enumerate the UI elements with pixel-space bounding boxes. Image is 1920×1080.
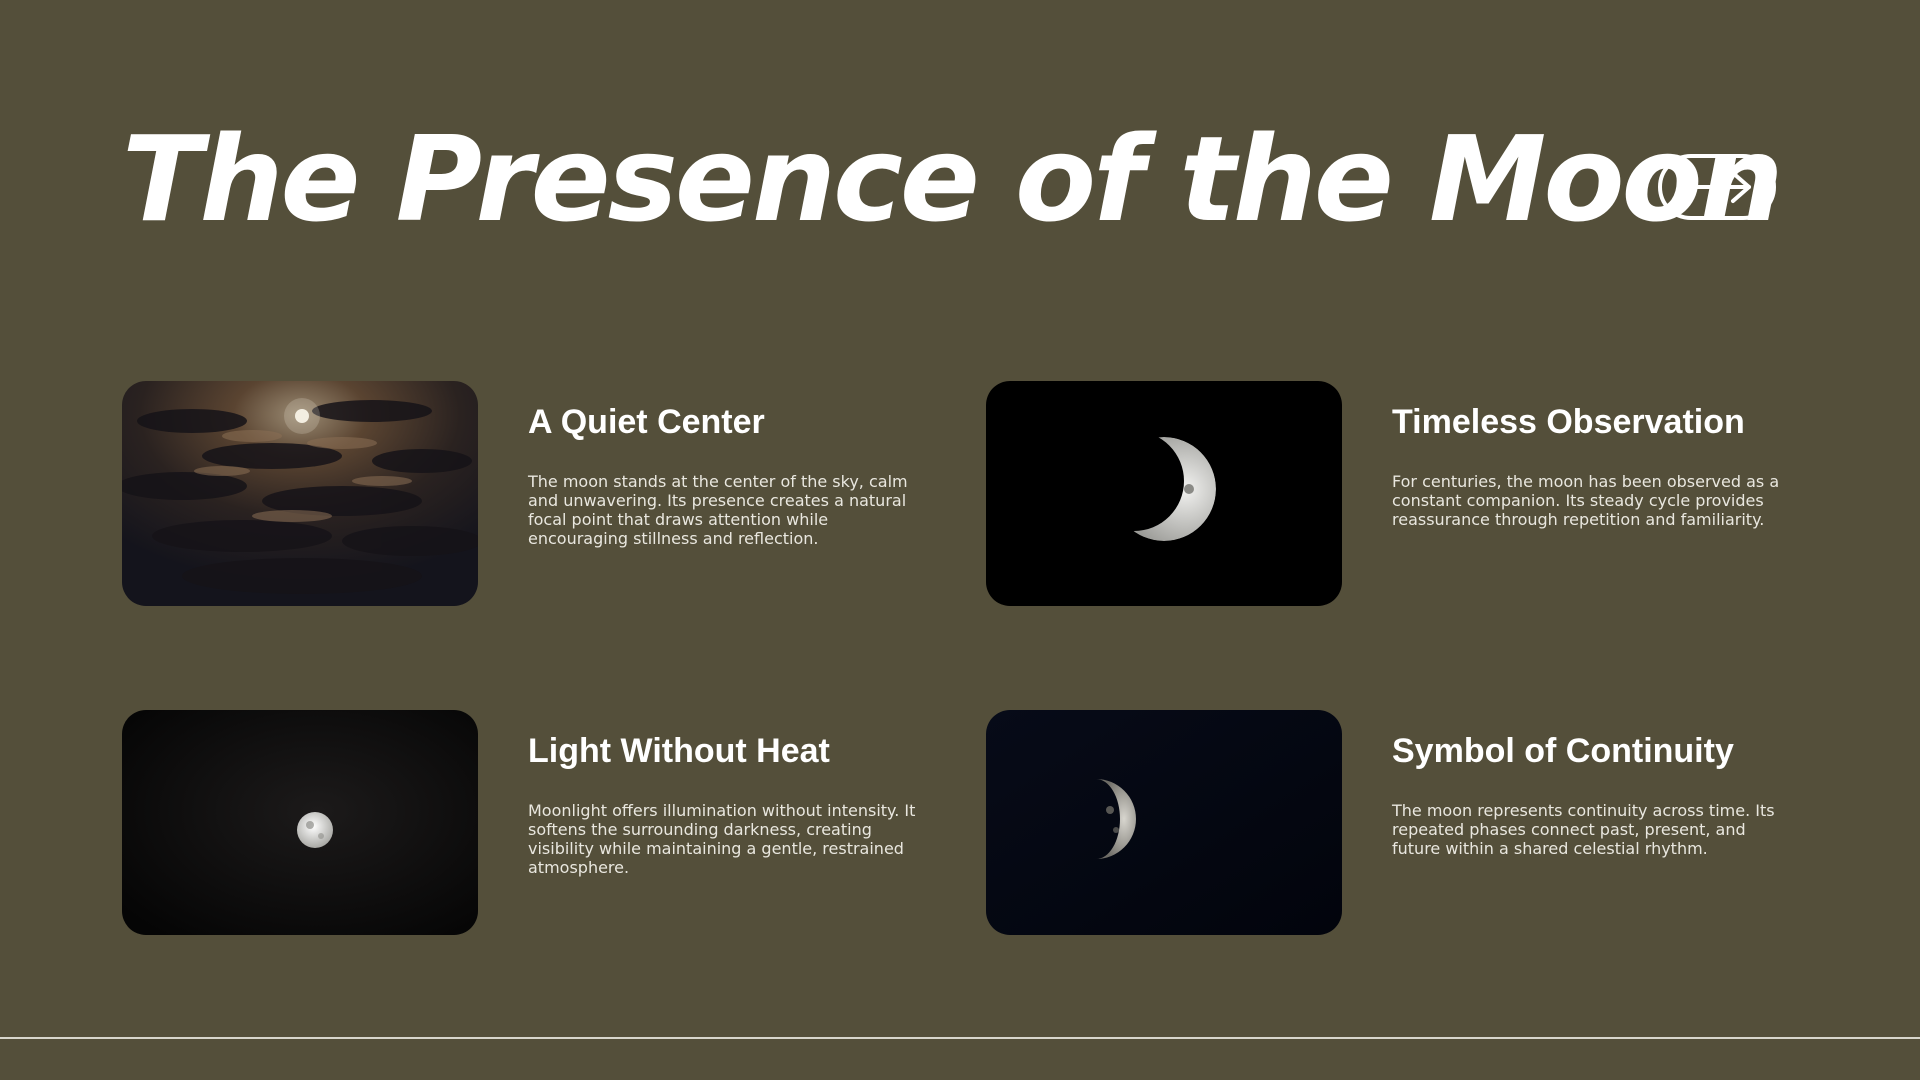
card-heading: A Quiet Center	[528, 403, 765, 441]
arrow-right-icon	[1679, 170, 1755, 204]
card-body: For centuries, the moon has been observed as a constant companion. Its steady cycle provides reassurance through repetition and familiarity.	[1392, 472, 1780, 529]
crescent-moon-image	[986, 381, 1342, 606]
card-body: The moon represents continuity across time. Its repeated phases connect past, present, and future within a shared celestial rhythm.	[1392, 801, 1775, 858]
card-heading: Light Without Heat	[528, 732, 830, 770]
cloudy-moon-image	[122, 381, 478, 606]
card-body: The moon stands at the center of the sky, calm and unwavering. Its presence creates a natural focal point that draws attention while encouraging stillness and reflection.	[528, 472, 908, 548]
card-heading: Timeless Observation	[1392, 403, 1745, 441]
card-body: Moonlight offers illumination without intensity. It softens the surrounding darkness, creating visibility while maintaining a gentle, restrained atmosphere.	[528, 801, 916, 877]
half-moon-image	[986, 710, 1342, 935]
card-heading: Symbol of Continuity	[1392, 732, 1734, 770]
next-button[interactable]	[1658, 154, 1776, 220]
full-moon-image	[122, 710, 478, 935]
bottom-divider	[0, 1037, 1920, 1039]
page-title: The Presence of the Moon	[122, 110, 1781, 248]
